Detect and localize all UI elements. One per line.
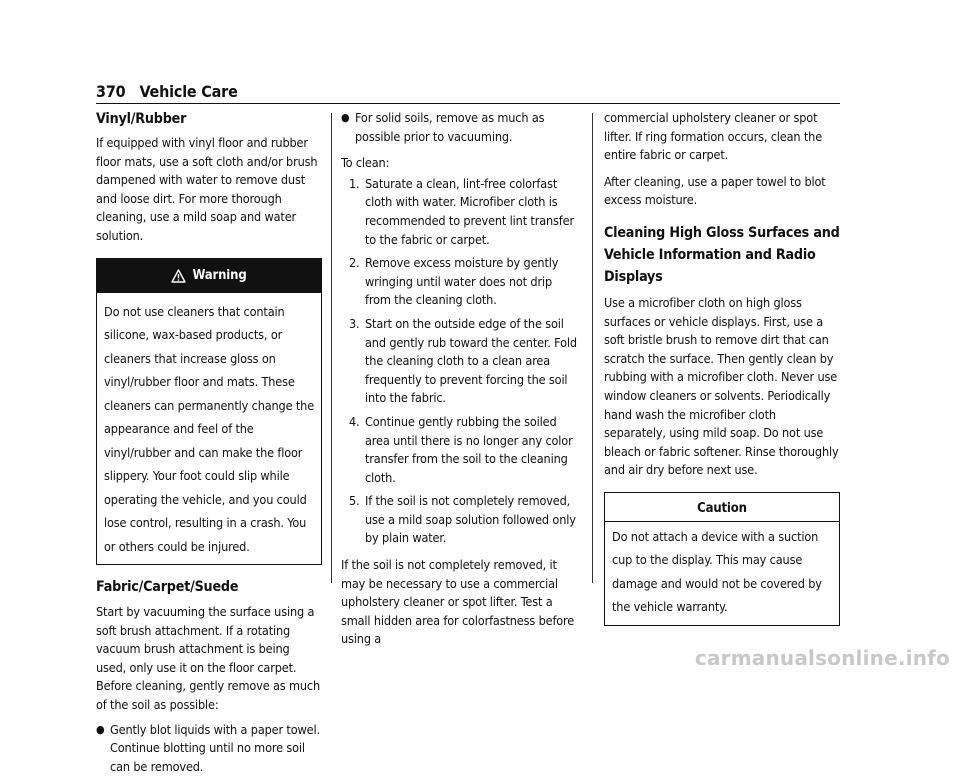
warning-header xyxy=(97,259,321,293)
step-number: 4. xyxy=(349,413,360,429)
column-2 xyxy=(341,109,581,649)
step-text: If the soil is not completely removed, use a mild soap solution followed only by plain water. xyxy=(365,493,576,546)
gloss-heading: Cleaning High Gloss Surfaces and Vehicle Information and Radio Displays xyxy=(604,224,840,285)
list-item xyxy=(96,721,322,776)
column-1 xyxy=(96,109,322,776)
warning-triangle-icon xyxy=(171,269,186,283)
caution-label: Caution xyxy=(697,500,747,516)
column-3 xyxy=(604,109,840,626)
step-text: Continue gently rubbing the soiled area until there is no longer any color transfer from the soil to the cleaning cloth. xyxy=(365,413,573,485)
step-item xyxy=(341,254,581,310)
step-item xyxy=(341,413,581,487)
warning-box xyxy=(96,258,322,566)
vinyl-paragraph: If equipped with vinyl floor and rubber floor mats, use a soft cloth and/or brush dampened with water to remove dust and loose dirt. For more thorough cleaning, use a mild soap and water solution. xyxy=(96,135,318,243)
step-number: 5. xyxy=(349,493,360,509)
list-item xyxy=(341,109,581,146)
continued-paragraph: commercial upholstery cleaner or spot lifter. If ring formation occurs, clean the entire fabric or carpet. xyxy=(604,110,823,163)
bullet-dot-icon: ● xyxy=(341,111,350,124)
vinyl-heading: Vinyl/Rubber xyxy=(96,111,187,127)
column-divider-2 xyxy=(592,113,593,583)
watermark: carmanualsonline.info xyxy=(694,646,950,670)
step-item xyxy=(341,492,581,548)
step-item xyxy=(341,315,581,408)
caution-box xyxy=(604,492,840,626)
page-number: 370 xyxy=(96,82,126,101)
bullet-dot-icon: ● xyxy=(96,722,105,736)
step-number: 3. xyxy=(349,315,360,331)
gloss-paragraph: Use a microfiber cloth on high gloss surfaces or vehicle displays. First, use a soft bristle brush to remove dirt that can scratch the surface. Then gently clean by rubbing with a microfiber cloth. Never use window cleaners or solvents. Periodically hand wash the microfiber cloth separately, using mild soap. Do not use bleach or fabric softener. Rinse thoroughly and air dry before next use. xyxy=(604,294,839,478)
followup-paragraph: If the soil is not completely removed, it may be necessary to use a commercial upholstery cleaner or spot lifter. Test a small hidden area for colorfastness before using a xyxy=(341,557,575,647)
bullet-text: Gently blot liquids with a paper towel. Continue blotting until no more soil can be removed. xyxy=(110,721,320,774)
step-text: Remove excess moisture by gently wringing until water does not drip from the cleaning cloth. xyxy=(365,255,559,308)
step-text: Saturate a clean, lint-free colorfast cloth with water. Microfiber cloth is recommended to prevent lint transfer to the fabric or carpet. xyxy=(365,175,574,247)
section-title: Vehicle Care xyxy=(139,82,238,101)
warning-text: Do not use cleaners that contain silicone, wax-based products, or cleaners that increase gloss on vinyl/rubber floor and mats. These cleaners can permanently change the appearance and feel of the vinyl/rubber and can make the floor slippery. Your foot could slip while operating the vehicle, and you could lose control, resulting in a crash. You or others could be injured. xyxy=(104,303,315,554)
step-item xyxy=(341,175,581,249)
header-rule xyxy=(96,103,840,104)
to-clean-label: To clean: xyxy=(341,155,390,171)
step-number: 1. xyxy=(349,175,360,191)
bullet-text: For solid soils, remove as much as possible prior to vacuuming. xyxy=(355,110,545,144)
after-cleaning-paragraph: After cleaning, use a paper towel to blot excess moisture. xyxy=(604,173,826,208)
page-header xyxy=(96,82,238,101)
column-divider-1 xyxy=(331,113,332,583)
fabric-paragraph: Start by vacuuming the surface using a soft brush attachment. If a rotating vacuum brush attachment is being used, only use it on the floor carpet. Before cleaning, gently remove as much of the soil as possible: xyxy=(96,604,321,713)
warning-label: Warning xyxy=(192,267,247,283)
step-number: 2. xyxy=(349,255,360,271)
caution-text: Do not attach a device with a suction cup to the display. This may cause damage and would not be covered by the vehicle warranty. xyxy=(612,528,822,615)
fabric-heading: Fabric/Carpet/Suede xyxy=(96,579,239,596)
step-text: Start on the outside edge of the soil and gently rub toward the center. Fold the cleaning cloth to a clean area frequently to prevent forcing the soil into the fabric. xyxy=(365,315,577,406)
